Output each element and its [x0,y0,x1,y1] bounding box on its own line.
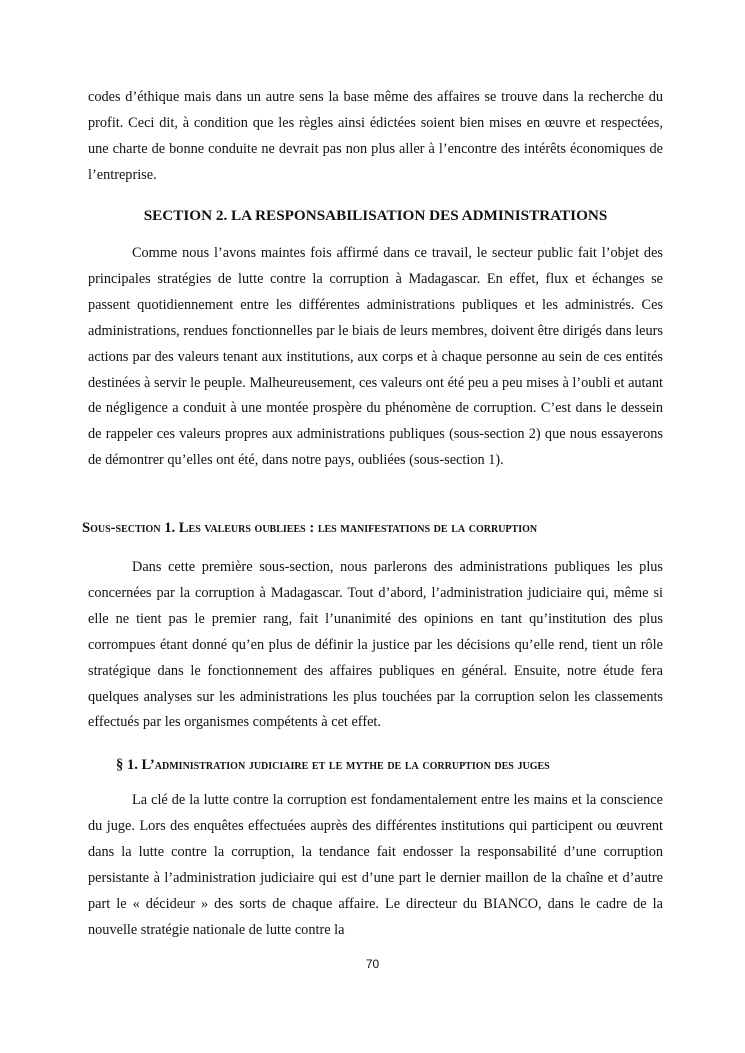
intro-paragraph: codes d’éthique mais dans un autre sens la base même des affaires se trouve dans la recherche du profit. Ceci dit, à condition que les règles ainsi édictées soient bien mises en œuvre et respectées, une charte de bonne conduite ne devrait pas non plus aller à l’encontre des intérêts économiques de l’entreprise. [88,89,663,183]
page-number: 70 [365,957,380,971]
body-paragraph: La clé de la lutte contre la corruption est fondamentalement entre les mains et la conscience du juge. Lors des enquêtes effectuées auprès des différentes institutions qui participent ou œuvrent dans la lutte contre la corruption, la tendance fait endosser la responsabilité d’une corruption persistante à l’administration judiciaire qui est d’une part le dernier maillon de la chaîne et d’autre part le « décideur » des sorts de chaque affaire. Le directeur du BIANCO, dans le cadre de la nouvelle stratégie nationale de lutte contre la [88,792,663,938]
section-paragraph: Comme nous l’avons maintes fois affirmé dans ce travail, le secteur public fait l’objet des principales stratégies de lutte contre la corruption à Madagascar. En effet, flux et échanges se passent quotidiennement entre les différentes administrations publiques et les administrés. Ces administrations, rendues fonctionnelles par le biais de leurs membres, doivent être dirigés dans leurs actions par des valeurs tenant aux institutions, aux corps et à chaque personne au sein de ces entités destinées à servir le peuple. Malheureusement, ces valeurs ont été peu a peu mises à l’oubli et autant de négligence a conduit à une montée prospère du phénomène de corruption. C’est dans le dessein de rappeler ces valeurs propres aux administrations publiques (sous-section 2) que nous essayerons de démontrer qu’elles ont été, dans notre pays, oubliées (sous-section 1). [88,245,663,469]
paragraph-title: § 1. L’administration judiciaire et le mythe de la corruption des juges [116,757,550,773]
subsection-paragraph: Dans cette première sous-section, nous parlerons des administrations publiques les plus concernées par la corruption à Madagascar. Tout d’abord, l’administration judiciaire qui, même si elle ne tient pas le premier rang, fait l’unanimité des opinions en tant qu’institution des plus corrompues étant donné qu’en plus de définir la justice par les décisions qu’elle rend, tient un rôle stratégique dans le fonctionnement des affaires publiques en général. Ensuite, notre étude fera quelques analyses sur les administrations les plus touchées par la corruption selon les classements effectués par les organismes compétents à cet effet. [88,559,663,731]
subsection-title: Sous-section 1. Les valeurs oubliees : les manifestations de la corruption [82,520,538,536]
section-title: SECTION 2. LA RESPONSABILISATION DES ADMINISTRATIONS [143,207,608,224]
